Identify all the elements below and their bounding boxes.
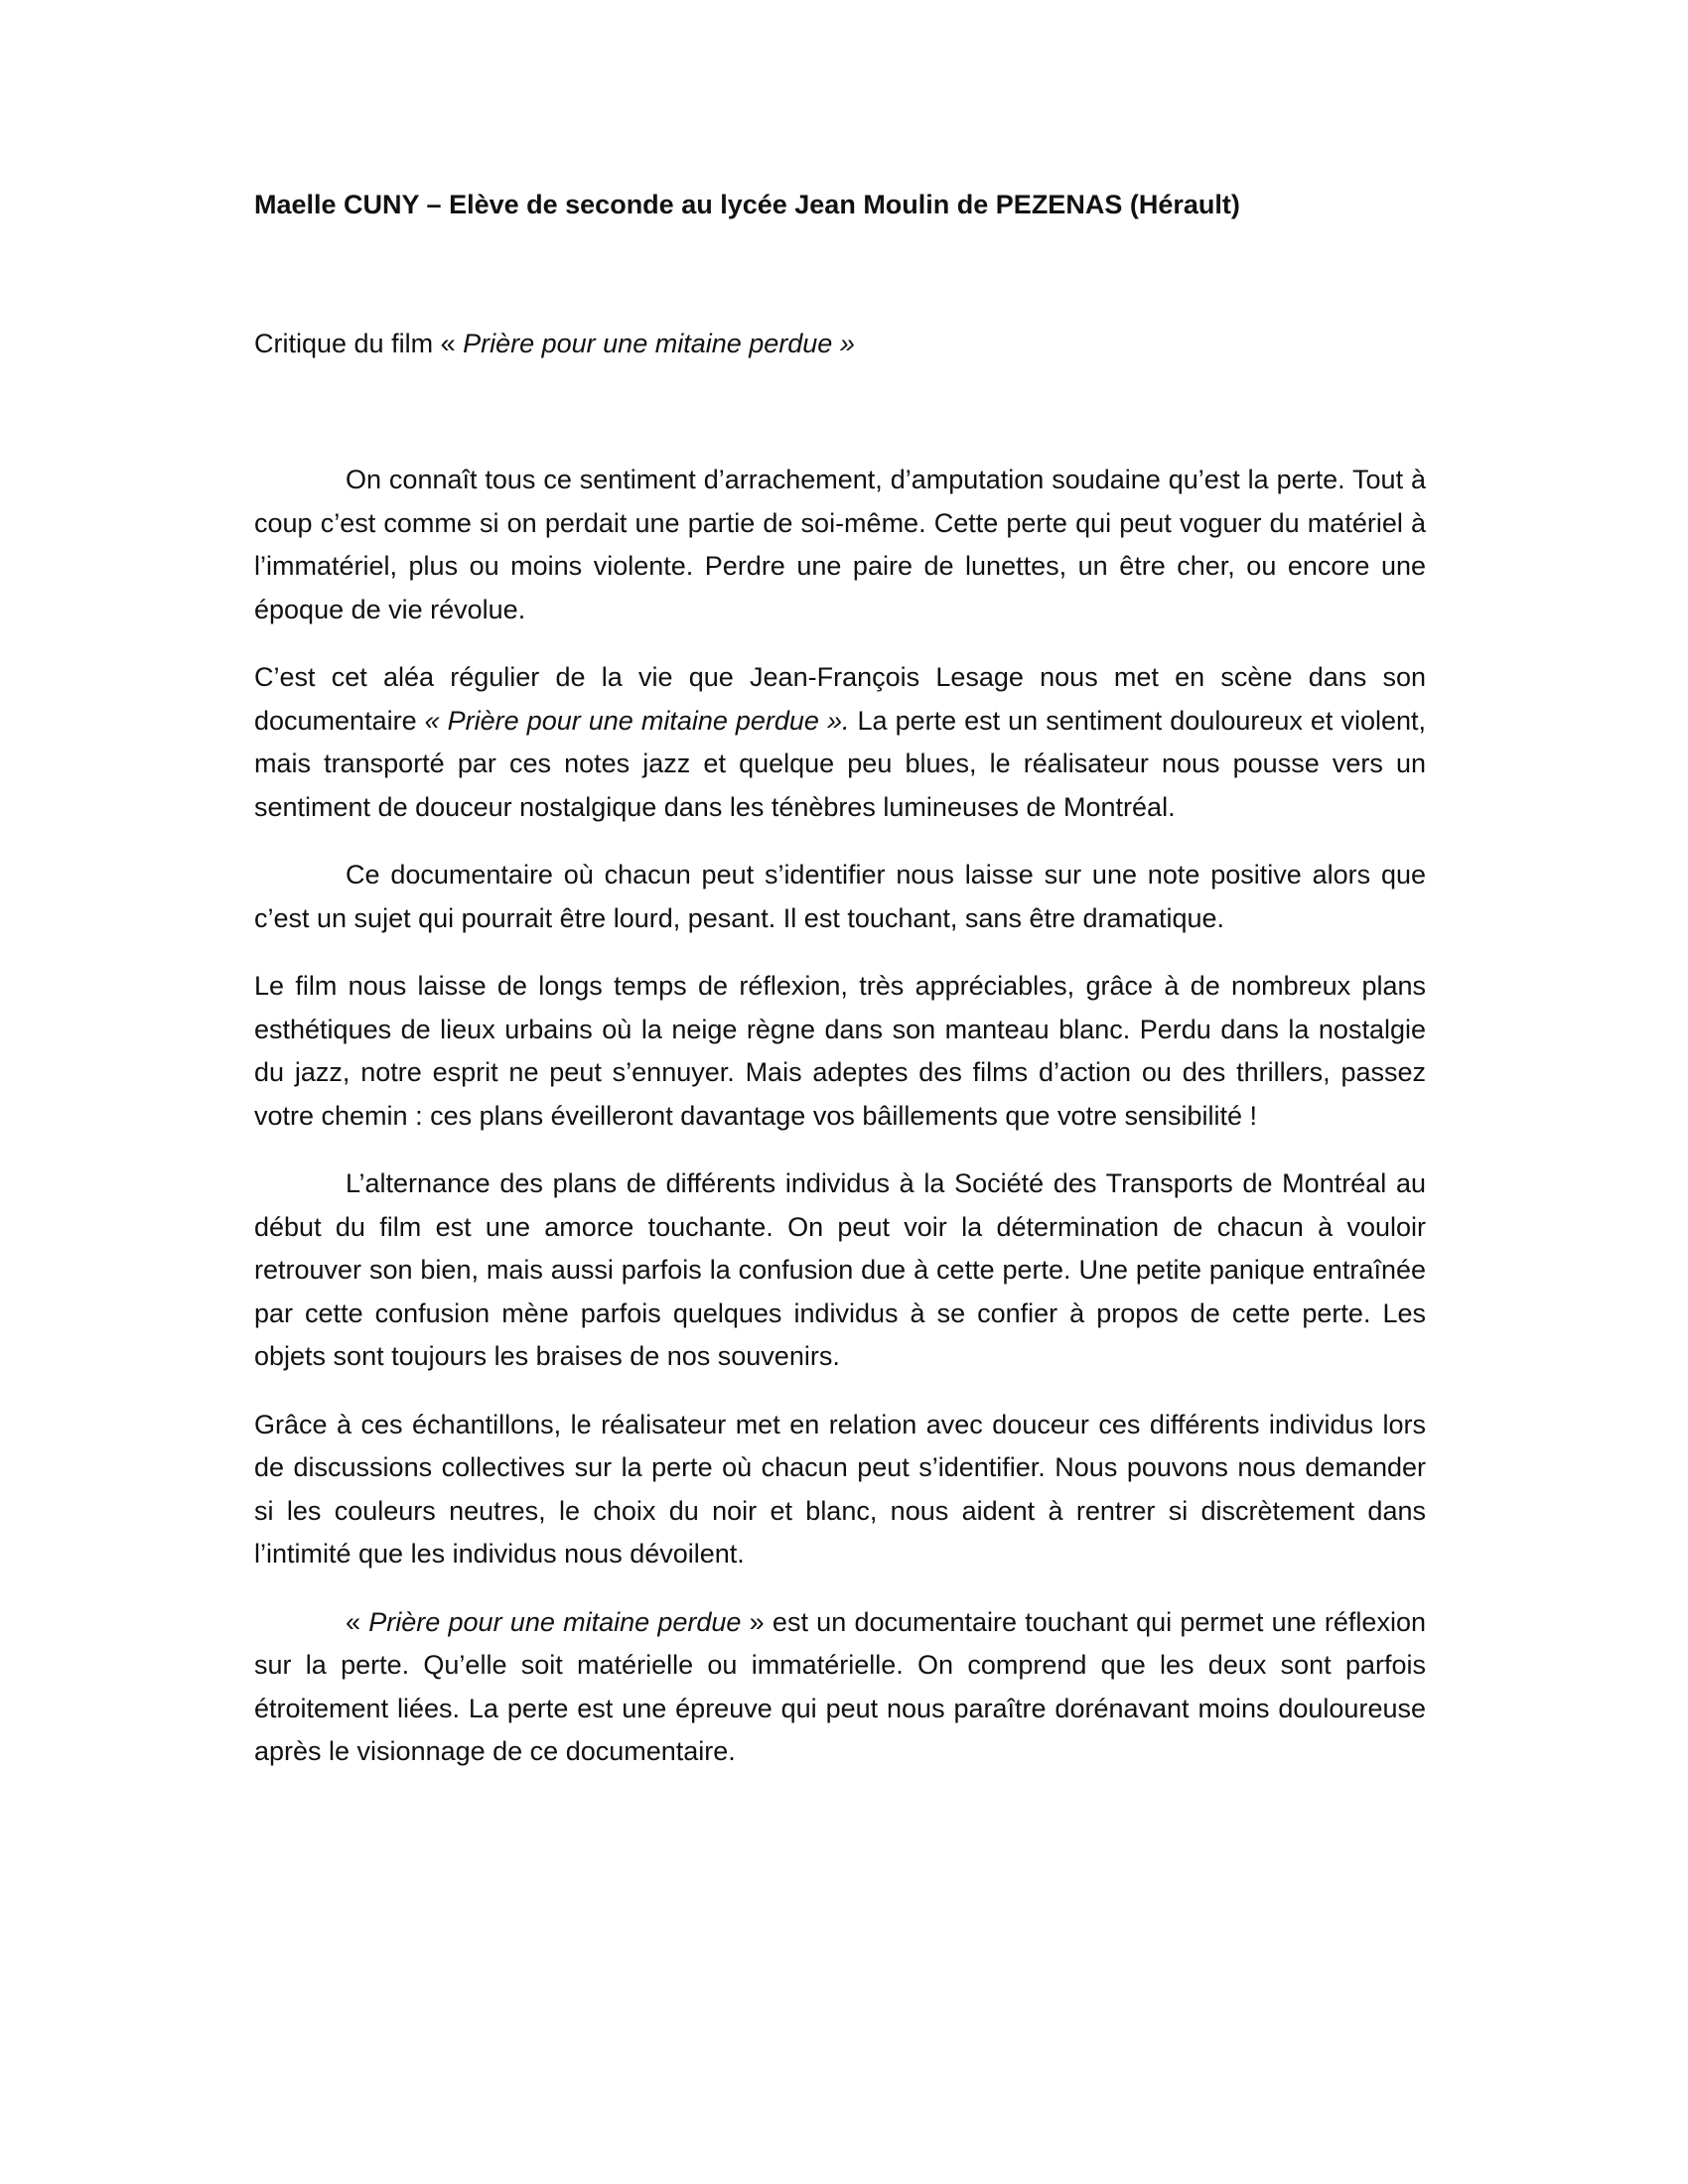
author-line-text: Maelle CUNY – Elève de seconde au lycée Jean Moulin de PEZENAS (Hérault) (254, 190, 1240, 219)
paragraph-4: Le film nous laisse de longs temps de réflexion, très appréciables, grâce à de nombreux plans esthétiques de lieux urbains où la neige règne dans son manteau blanc. Perdu dans la nostalgie du jazz, notre esprit ne peut s’ennuyer. Mais adeptes des films d’action ou des thrillers, passez votre chemin : ces plans éveilleront davantage vos bâillements que votre sensibilité ! (254, 971, 1426, 1131)
paragraph-7-after: » est un documentaire touchant qui permet une réflexion sur la perte. Qu’elle soit matérielle ou immatérielle. On comprend que les deux sont parfois étroitement liées. La perte est une épreuve qui peut nous paraître dorénavant moins douloureuse après le visionnage de ce documentaire. (254, 1606, 1426, 1766)
paragraph-3: Ce documentaire où chacun peut s’identifier nous laisse sur une note positive alors que c’est un sujet qui pourrait être lourd, pesant. Il est touchant, sans être dramatique. (254, 860, 1426, 933)
subtitle-prefix: Critique du film « (254, 329, 464, 358)
paragraph-1: On connaît tous ce sentiment d’arrachement, d’amputation soudaine qu’est la perte. Tout à coup c’est comme si on perdait une partie de soi-même. Cette perte qui peut voguer du matériel à l’immatériel, plus ou moins violente. Perdre une paire de lunettes, un être cher, ou encore une époque de vie révolue. (254, 465, 1426, 624)
subtitle-film-title: Prière pour une mitaine perdue » (463, 329, 855, 358)
review-subtitle (254, 324, 1436, 363)
paragraph-7-before: « (346, 1606, 369, 1637)
paragraph-2 (254, 656, 1426, 829)
paragraph-2-film-title: « Prière pour une mitaine perdue ». (424, 705, 850, 736)
paragraph-2-before: C’est cet aléa régulier de la vie que Jean-François Lesage nous met en scène dans son documentaire (254, 662, 1426, 736)
paragraph-6: Grâce à ces échantillons, le réalisateur met en relation avec douceur ces différents individus lors de discussions collectives sur la perte où chacun peut s’identifier. Nous pouvons nous demander si les couleurs neutres, le choix du noir et blanc, nous aident à rentrer si discrètement dans l’intimité que les individus nous dévoilent. (254, 1409, 1426, 1569)
paragraph-7-film-title: Prière pour une mitaine perdue (368, 1606, 742, 1637)
paragraph-7 (254, 1601, 1426, 1774)
author-line (254, 185, 1436, 224)
paragraph-5: L’alternance des plans de différents individus à la Société des Transports de Montréal au début du film est une amorce touchante. On peut voir la détermination de chacun à vouloir retrouver son bien, mais aussi parfois la confusion due à cette perte. Une petite panique entraînée par cette confusion mène parfois quelques individus à se confier à propos de cette perte. Les objets sont toujours les braises de nos souvenirs. (254, 1168, 1426, 1371)
paragraph-2-after: La perte est un sentiment douloureux et violent, mais transporté par ces notes jazz et quelque peu blues, le réalisateur nous pousse vers un sentiment de douceur nostalgique dans les ténèbres lumineuses de Montréal. (254, 705, 1426, 822)
review-body (254, 459, 1426, 1799)
